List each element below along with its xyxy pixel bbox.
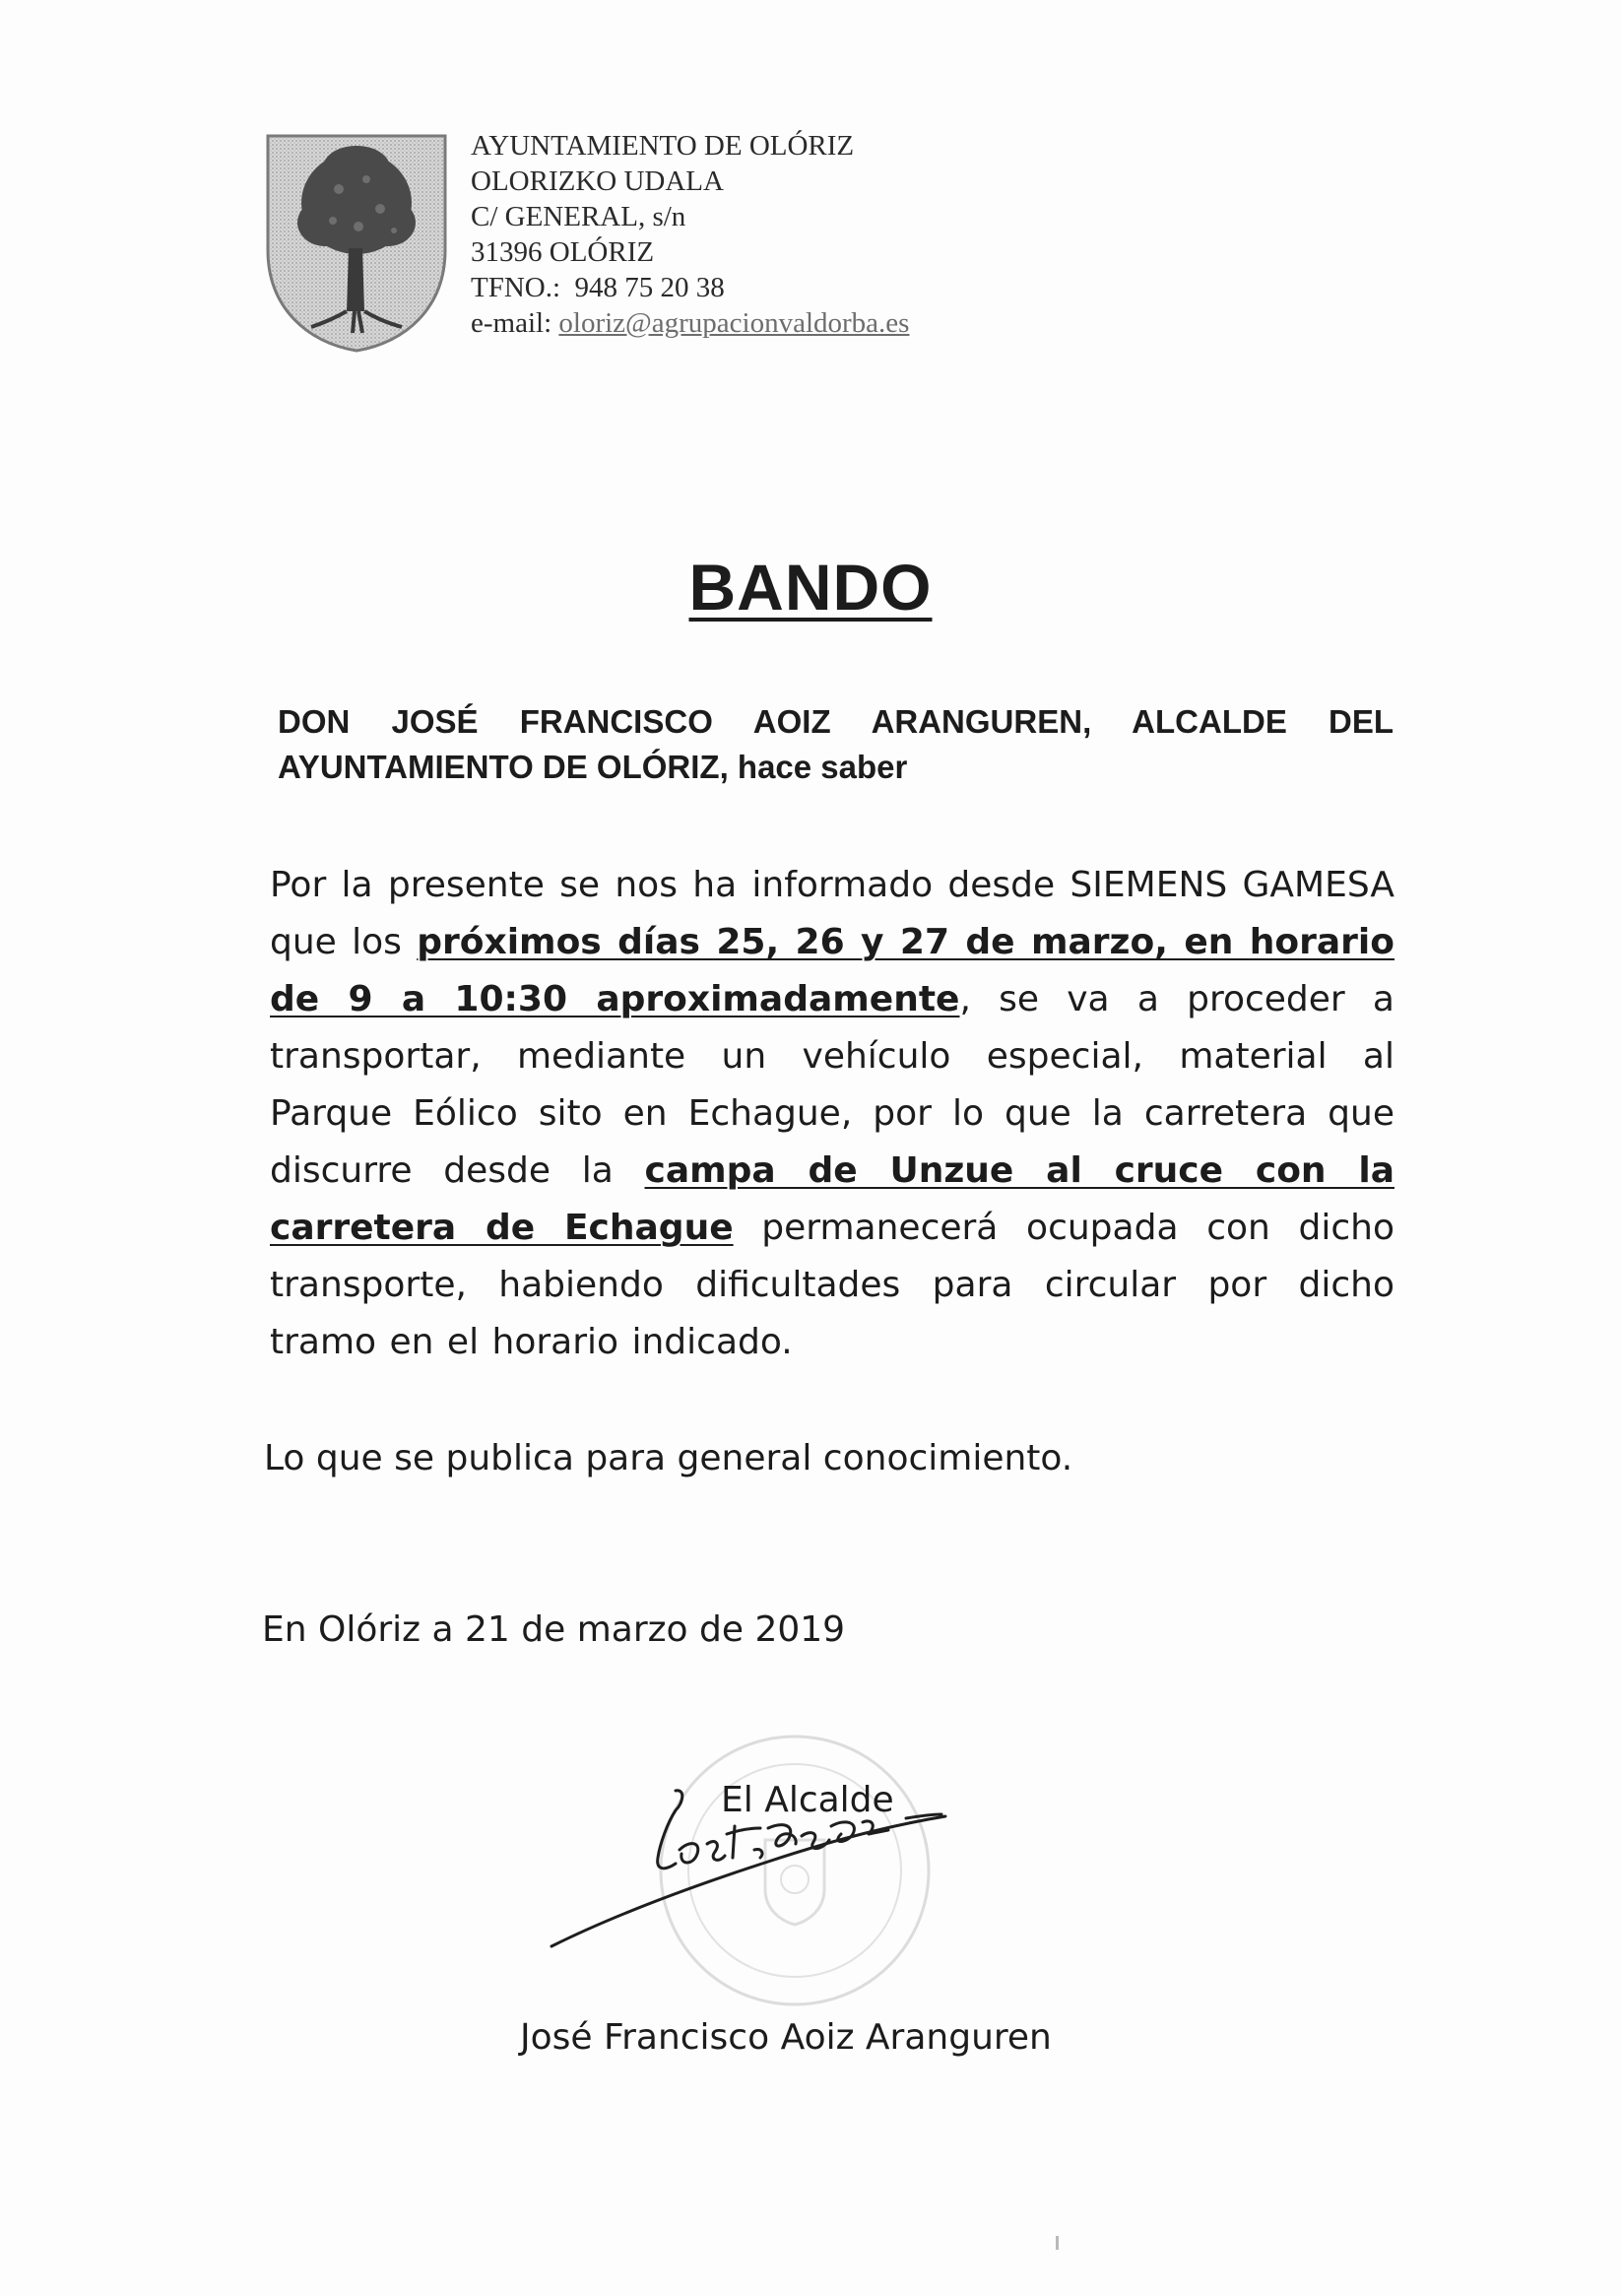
- title-text: BANDO: [688, 551, 933, 623]
- closing-line: Lo que se publica para general conocimiento.: [264, 1438, 1073, 1478]
- letterhead: [471, 128, 909, 341]
- intro-paragraph: [278, 699, 1394, 790]
- municipality-name-basque: OLORIZKO UDALA: [471, 165, 724, 197]
- signer-role: El Alcalde: [721, 1780, 894, 1820]
- signer-name: José Francisco Aoiz Aranguren: [520, 2017, 1052, 2058]
- phone-label: TFNO.:: [471, 272, 561, 303]
- email-label: e-mail:: [471, 307, 552, 339]
- handwritten-signature: [532, 1779, 965, 1956]
- email-link[interactable]: oloriz@agrupacionvaldorba.es: [558, 307, 910, 339]
- phone-number: 948 75 20 38: [574, 272, 725, 303]
- street-address: C/ GENERAL, s/n: [471, 201, 686, 232]
- document-title: [0, 548, 1621, 626]
- scan-artifact: [1056, 2236, 1059, 2250]
- municipality-name: AYUNTAMIENTO DE OLÓRIZ: [471, 130, 855, 162]
- body-highlight-dates: próximos días 25, 26 y 27 de marzo, en horario de 9 a 10:30 aproximadamente: [270, 922, 1394, 1019]
- phone-line: [471, 270, 909, 305]
- place-date: En Olóriz a 21 de marzo de 2019: [262, 1609, 846, 1650]
- tree-crest-icon: [264, 132, 449, 355]
- body-part-2: , se va a proceder a transportar, mediante un vehículo especial, material al Parque Eólico sito en Echague, por lo que la carretera que discurre desde la: [270, 979, 1394, 1191]
- body-paragraph: [270, 857, 1394, 1371]
- intro-rest: hace saber: [728, 749, 908, 785]
- intro-bold: DON JOSÉ FRANCISCO AOIZ ARANGUREN, ALCALDE DEL AYUNTAMIENTO DE OLÓRIZ,: [278, 703, 1394, 785]
- body-part-3: permanecerá ocupada con dicho transporte, habiendo dificultades para circular por dicho tramo en el horario indicado.: [270, 1208, 1394, 1362]
- city-address: 31396 OLÓRIZ: [471, 236, 655, 268]
- body-part-1: Por la presente se nos ha informado desde SIEMENS GAMESA que los: [270, 865, 1394, 962]
- body-highlight-route: campa de Unzue al cruce con la carretera de Echague: [270, 1150, 1394, 1248]
- email-line: [471, 305, 909, 341]
